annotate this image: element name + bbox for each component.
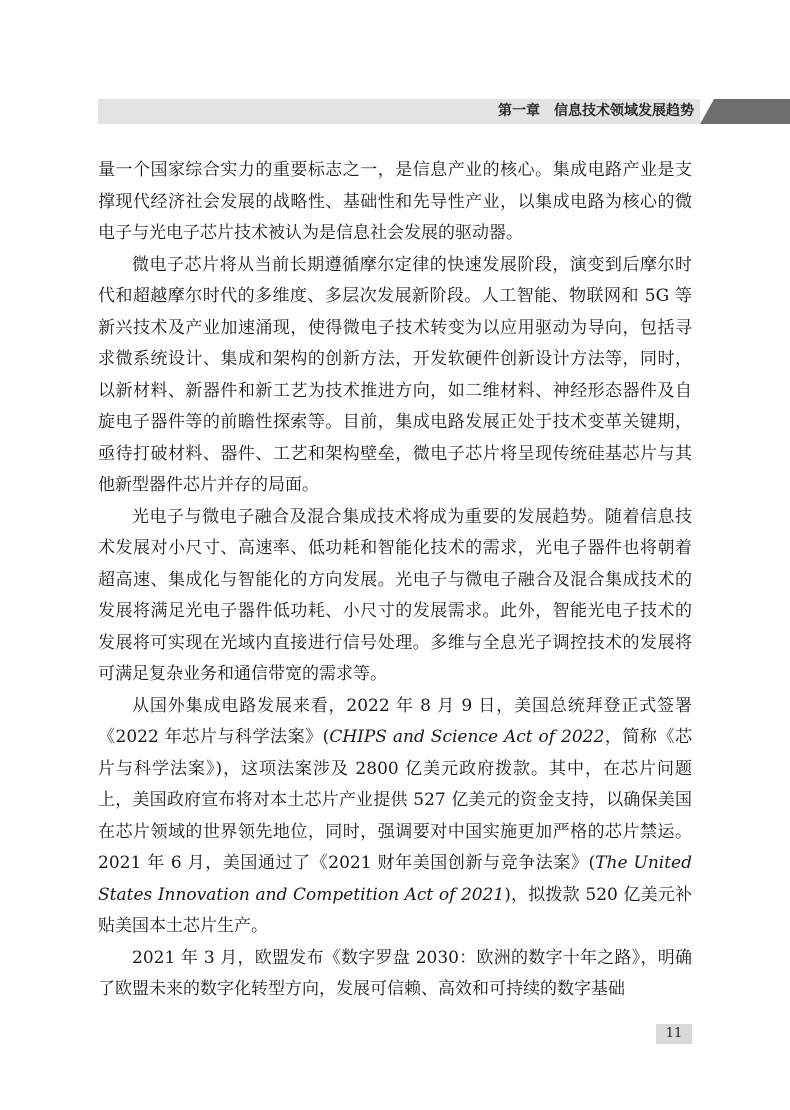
paragraph-2: 微电子芯片将从当前长期遵循摩尔定律的快速发展阶段，演变到后摩尔时代和超越摩尔时代的多维度、多层次发展新阶段。人工智能、物联网和 5G 等新兴技术及产业加速涌现，使得微电子技术转变为以应用驱动为导向，包括寻求微系统设计、集成和架构的创新方法，开发软硬件创新设计方法等，同时，以新材料、新器件和新工艺为技术推进方向，如二维材料、神经形态器件及自旋电子器件等的前瞻性探索等。目前，集成电路发展正处于技术变革关键期，亟待打破材料、器件、工艺和架构壁垒，微电子芯片将呈现传统硅基芯片与其他新型器件芯片并存的局面。 <box>98 254 692 495</box>
page-number: 11 <box>665 1026 683 1041</box>
paragraph-3: 光电子与微电子融合及混合集成技术将成为重要的发展趋势。随着信息技术发展对小尺寸、高速率、低功耗和智能化技术的需求，光电子器件也将朝着超高速、集成化与智能化的方向发展。光电子与微电子融合及混合集成技术的发展将满足光电子器件低功耗、小尺寸的发展需求。此外，智能光电子技术的发展将可实现在光域内直接进行信号处理。多维与全息光子调控技术的发展将可满足复杂业务和通信带宽的需求等。 <box>98 506 692 684</box>
chips-act-english-title: CHIPS and Science Act of 2022 <box>329 727 605 747</box>
page-number-box <box>656 1024 692 1044</box>
paragraph-4 <box>98 691 692 943</box>
chapter-title: 第一章 信息技术领域发展趋势 <box>498 103 694 119</box>
header-tab-decoration <box>700 99 790 124</box>
paragraph-4-part-3: )，拟拨款 520 亿美元补贴美国本土芯片生产。 <box>98 884 692 936</box>
body-text <box>98 155 692 1006</box>
innovation-act-english-title: The United States Innovation and Competition Act of 2021 <box>98 853 692 905</box>
paragraph-4-part-1: 从国外集成电路发展来看，2022 年 8 月 9 日，美国总统拜登正式签署《2022 年芯片与科学法案》( <box>98 695 692 747</box>
paragraph-1: 量一个国家综合实力的重要标志之一，是信息产业的核心。集成电路产业是支撑现代经济社会发展的战略性、基础性和先导性产业，以集成电路为核心的微电子与光电子芯片技术被认为是信息社会发展的驱动器。 <box>98 160 692 243</box>
paragraph-5: 2021 年 3 月，欧盟发布《数字罗盘 2030：欧洲的数字十年之路》，明确了欧盟未来的数字化转型方向，发展可信赖、高效和可持续的数字基础 <box>98 947 692 999</box>
paragraph-4-part-2: ，简称《芯片与科学法案》)，这项法案涉及 2800 亿美元政府拨款。其中，在芯片问题上，美国政府宣布将对本土芯片产业提供 527 亿美元的资金支持，以确保美国在芯片领域的世界领先地位，同时，强调要对中国实施更加严格的芯片禁运。2021 年 6 月，美国通过了《2021 财年美国创新与竞争法案》( <box>98 727 693 873</box>
